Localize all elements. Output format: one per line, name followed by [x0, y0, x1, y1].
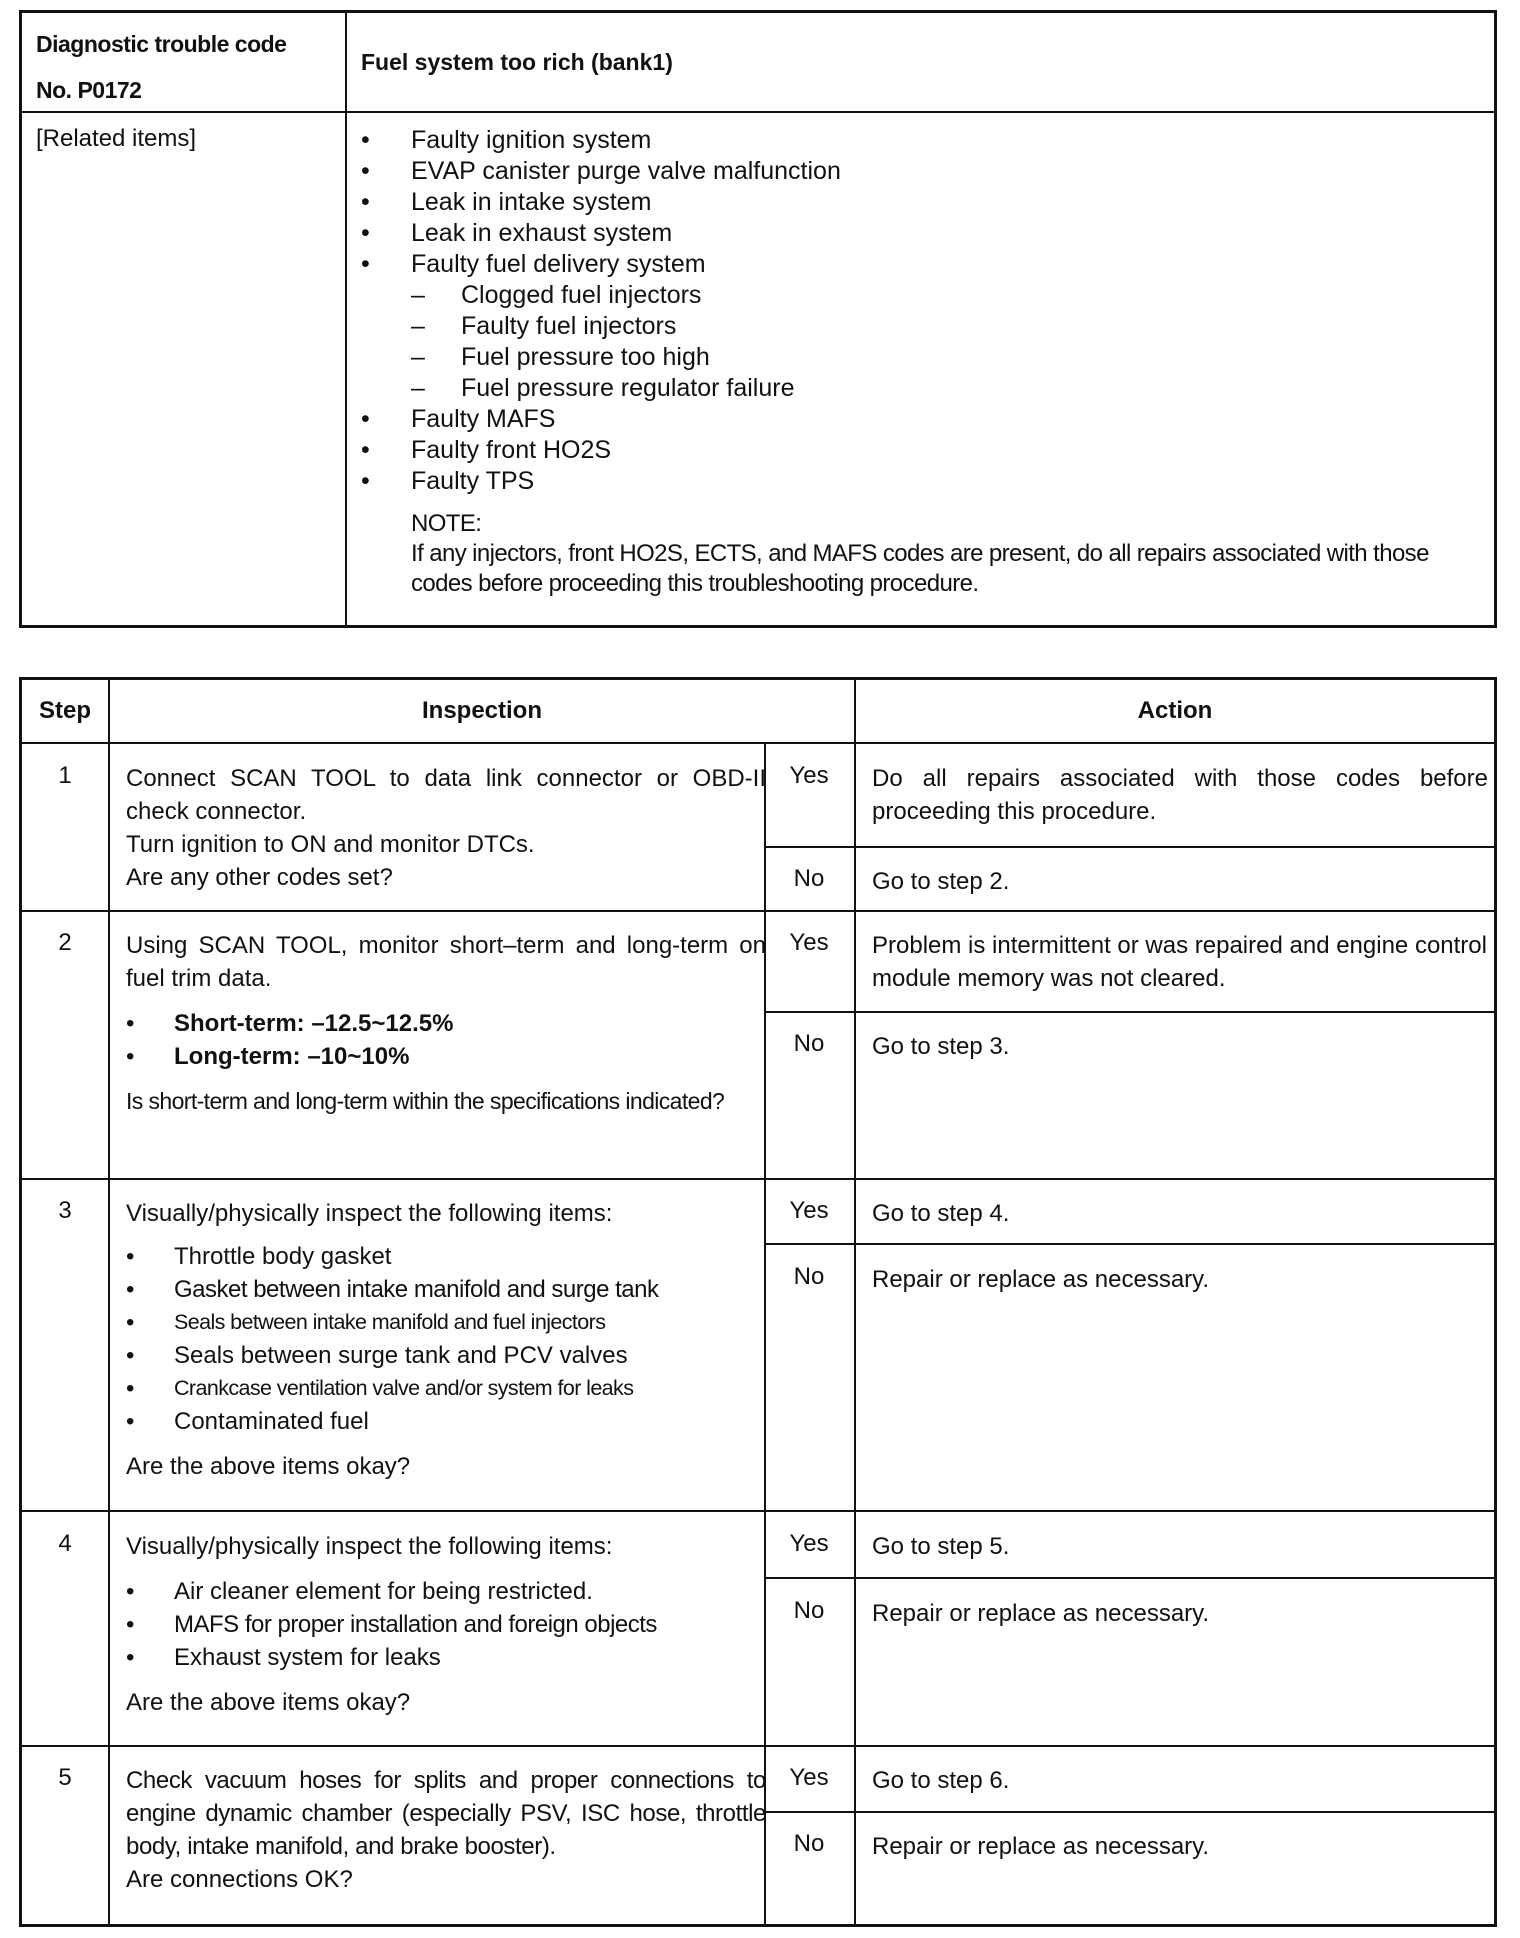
no-label: No — [793, 865, 825, 892]
note — [361, 509, 1494, 599]
dtc-code-cell — [22, 13, 347, 113]
troubleshooting-table — [19, 677, 1497, 1927]
yes-action: Go to step 5. — [872, 1533, 1010, 1560]
step-inspection: Visually/physically inspect the following items: • Throttle body gasket • Gasket between intake manifold and surge tank • Seals between intake manifold and fuel injectors • Seals between surge tank and PCV valves • Crankcase ventilation valve and/or system for leaks • Contaminated fuel Are the above items okay? — [126, 1200, 659, 1480]
step-number: 1 — [58, 762, 72, 789]
no-action: Repair or replace as necessary. — [872, 1266, 1210, 1293]
header-step: Step — [38, 697, 91, 724]
step-number: 2 — [58, 929, 72, 956]
step-number: 4 — [58, 1530, 72, 1557]
dtc-code-label: Diagnostic trouble code — [36, 31, 287, 57]
sub-list-item: – Faulty fuel injectors — [411, 312, 677, 340]
list-item: • Faulty front HO2S — [361, 436, 612, 464]
yes-action: Go to step 6. — [872, 1767, 1010, 1794]
no-label: No — [793, 1030, 825, 1057]
list-item: • EVAP canister purge valve malfunction — [361, 157, 841, 185]
no-label: No — [793, 1597, 825, 1624]
list-item: • Faulty TPS — [361, 467, 535, 495]
header-inspection: Inspection — [421, 697, 542, 724]
list-item: • Leak in exhaust system — [361, 219, 673, 247]
step-inspection: Check vacuum hoses for splits and proper connections to engine dynamic chamber (especially PSV, ISC hose, throttle body, intake manifold, and brake booster). Are connections OK? — [126, 1767, 766, 1893]
note-text: If any injectors, front HO2S, ECTS, and MAFS codes are present, do all repairs associated with those codes before proceeding this troubleshooting procedure. — [411, 540, 1429, 597]
list-item: • Faulty fuel delivery system — [361, 250, 706, 278]
header-action: Action — [1137, 697, 1213, 724]
dtc-info-table — [19, 10, 1497, 628]
note-title: NOTE: — [411, 510, 482, 537]
yes-label: Yes — [789, 1197, 829, 1224]
list-item: • Leak in intake system — [361, 188, 652, 216]
step-number: 5 — [58, 1764, 72, 1791]
sub-list-item: – Clogged fuel injectors — [411, 281, 702, 309]
no-action: Repair or replace as necessary. — [872, 1833, 1210, 1860]
no-action: Go to step 2. — [872, 868, 1010, 895]
yes-label: Yes — [789, 1530, 829, 1557]
yes-action: Problem is intermittent or was repaired and engine control module memory was not cleared. — [872, 932, 1487, 992]
no-action: Repair or replace as necessary. — [872, 1600, 1210, 1627]
sub-list-item: – Fuel pressure regulator failure — [411, 374, 795, 402]
yes-action: Do all repairs associated with those codes before proceeding this procedure. — [872, 765, 1488, 825]
related-items-list — [347, 113, 1494, 625]
list-item: • Faulty MAFS — [361, 405, 556, 433]
dtc-code-number: No. P0172 — [36, 77, 142, 103]
list-item: • Faulty ignition system — [361, 126, 652, 154]
step-number: 3 — [58, 1197, 72, 1224]
related-items-label: [Related items] — [22, 113, 347, 625]
no-label: No — [793, 1263, 825, 1290]
dtc-title: Fuel system too rich (bank1) — [347, 13, 1494, 113]
sub-list-item: – Fuel pressure too high — [411, 343, 710, 371]
no-action: Go to step 3. — [872, 1033, 1010, 1060]
step-inspection: Using SCAN TOOL, monitor short–term and long-term on fuel trim data. • Short-term: –12.5~12.5% • Long-term: –10~10% Is short-term and long-term within the specifications indicated? — [126, 932, 766, 1114]
yes-label: Yes — [789, 762, 829, 789]
step-inspection: Connect SCAN TOOL to data link connector or OBD-II check connector. Turn ignition to ON and monitor DTCs. Are any other codes set? — [126, 765, 766, 891]
yes-label: Yes — [789, 1764, 829, 1791]
yes-label: Yes — [789, 929, 829, 956]
step-inspection: Visually/physically inspect the following items: • Air cleaner element for being restricted. • MAFS for proper installation and foreign objects • Exhaust system for leaks Are the above items okay? — [126, 1533, 657, 1716]
no-label: No — [793, 1830, 825, 1857]
yes-action: Go to step 4. — [872, 1200, 1010, 1227]
